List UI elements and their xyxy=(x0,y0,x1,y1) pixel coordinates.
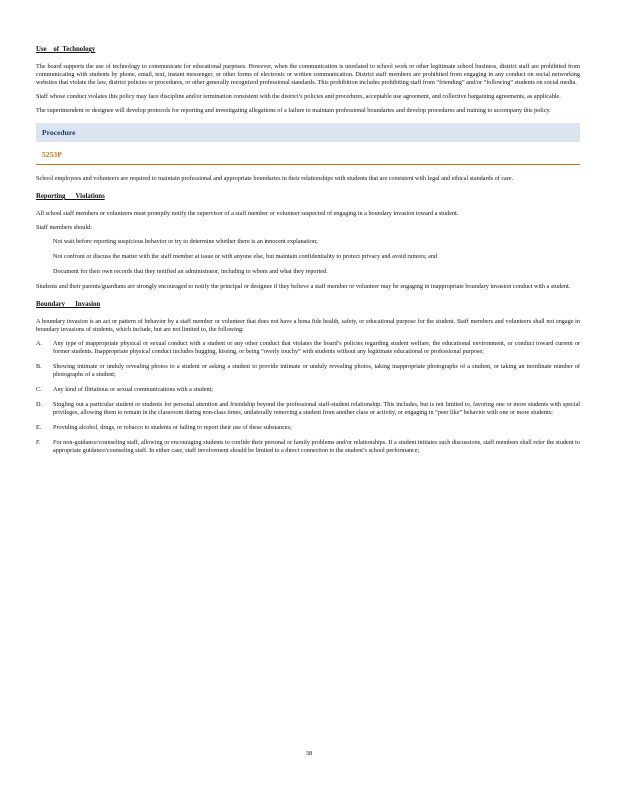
procedure-divider xyxy=(36,164,580,165)
bullet-icon xyxy=(36,268,53,276)
item-letter: A. xyxy=(36,340,43,347)
procedure-intro: School employees and volunteers are required to maintain professional and appropriate boundaries in their relationships with students that are consistent with legal and ethical standards of care. xyxy=(36,175,514,182)
bullet-icon xyxy=(36,253,53,261)
boundary-item xyxy=(36,363,580,379)
reporting-paragraph-2: Staff members should: xyxy=(36,224,92,231)
boundary-invasion-heading: Boundary Invasion xyxy=(36,301,101,308)
item-text: Showing intimate or unduly revealing photos to a student or asking a student to provide intimate or unduly revealing photos, taking inappropriate photographs of a student, or taking an inordinate number of photographs of a student; xyxy=(53,363,580,378)
item-text: For non-guidance/counseling staff, allowing or encouraging students to confide their personal or family problems and/or relationships. If a student initiates such discussions, staff members shall refer the student to appropriate guidance/counseling staff. In either case, staff involvement should be limited to a direct connection to the student’s school performance; xyxy=(53,439,580,454)
boundary-item xyxy=(36,424,580,432)
item-text: Singling out a particular student or students for personal attention and friendship beyond the professional staff-student relationship. This includes, but is not limited to, favoring one or more students with special privileges, allowing them to remain in the classroom during non-class times, unilaterally removing a student from another class or activity, or engaging in “peer like” behavior with one or more students; xyxy=(53,401,580,416)
item-letter: F. xyxy=(36,439,41,446)
item-letter: C. xyxy=(36,386,42,393)
bullet-text: Not confront or discuss the matter with the staff member at issue or with anyone else, but maintain confidentiality to protect privacy and avoid rumors; and xyxy=(53,253,438,260)
reporting-violations-heading: Reporting Violations xyxy=(36,193,105,200)
reporting-bullet xyxy=(36,253,580,261)
procedure-label: Procedure xyxy=(42,128,76,137)
item-text: Any kind of flirtatious or sexual communications with a student; xyxy=(53,386,213,393)
technology-paragraph-2: Staff whose conduct violates this policy may face discipline and/or termination consistent with the district’s policies and procedures, acceptable use agreement, and collective bargaining agreements, as applicable. xyxy=(36,93,561,100)
bullet-text: Not wait before reporting suspicious behavior or try to determine whether there is an innocent explanation; xyxy=(53,238,318,245)
technology-paragraph-1: The board supports the use of technology to communicate for educational purposes. However, when the communication is unrelated to school work or other legitimate school business, district staff are prohibited from communicating with students by phone, email, text, instant messenger, or other forms of electronic or written communication. District staff members are prohibited from engaging in any conduct on social networking websites that violate the law, district policies or procedures, or other generally recognized professional standards. This prohibition includes prohibiting staff from “friending” and/or “following” students on social media. xyxy=(36,63,580,86)
page-number: 38 xyxy=(305,750,313,757)
bullet-icon xyxy=(36,238,53,246)
boundary-item xyxy=(36,401,580,417)
item-letter: E. xyxy=(36,424,42,431)
item-text: Providing alcohol, drugs, or tobacco to students or failing to report their use of these substances; xyxy=(53,424,292,431)
reporting-paragraph-1: All school staff members or volunteers must promptly notify the supervisor of a staff member or volunteer suspected of engaging in a boundary invasion toward a student. xyxy=(36,210,459,217)
procedure-banner xyxy=(36,123,580,142)
boundary-paragraph-1: A boundary invasion is an act or pattern of behavior by a staff member or volunteer that does not have a bona fide health, safety, or educational purpose for the student. Staff members and volunteers shall not engage in boundary invasions of students, which include, but are not limited to, the following: xyxy=(36,318,580,333)
boundary-item xyxy=(36,439,580,455)
item-letter: D. xyxy=(36,401,43,408)
technology-paragraph-3: The superintendent or designee will develop protocols for reporting and investigating allegations of a failure to maintain professional boundaries and develop procedures and training to accompany this policy. xyxy=(36,107,551,114)
item-letter: B. xyxy=(36,363,42,370)
reporting-bullet xyxy=(36,268,580,276)
boundary-item xyxy=(36,386,580,394)
procedure-code: 5253P xyxy=(42,150,62,159)
use-of-technology-heading: Use of Technology xyxy=(36,46,96,53)
reporting-paragraph-3: Students and their parents/guardians are strongly encouraged to notify the principal or designee if they believe a staff member or volunteer may be engaging in inappropriate boundary invasion conduct with a student. xyxy=(36,283,571,290)
reporting-bullet xyxy=(36,238,580,246)
bullet-text: Document for their own records that they notified an administrator, including to whom and what they reported. xyxy=(53,268,328,275)
item-text: Any type of inappropriate physical or sexual conduct with a student or any other conduct that violates the board’s policies regarding student welfare, the educational environment, or conduct toward current or former students. Inappropriate physical conduct includes hugging, kissing, or being “overly touchy” with students without any legitimate educational or professional purpose; xyxy=(53,340,580,355)
boundary-item xyxy=(36,340,580,356)
